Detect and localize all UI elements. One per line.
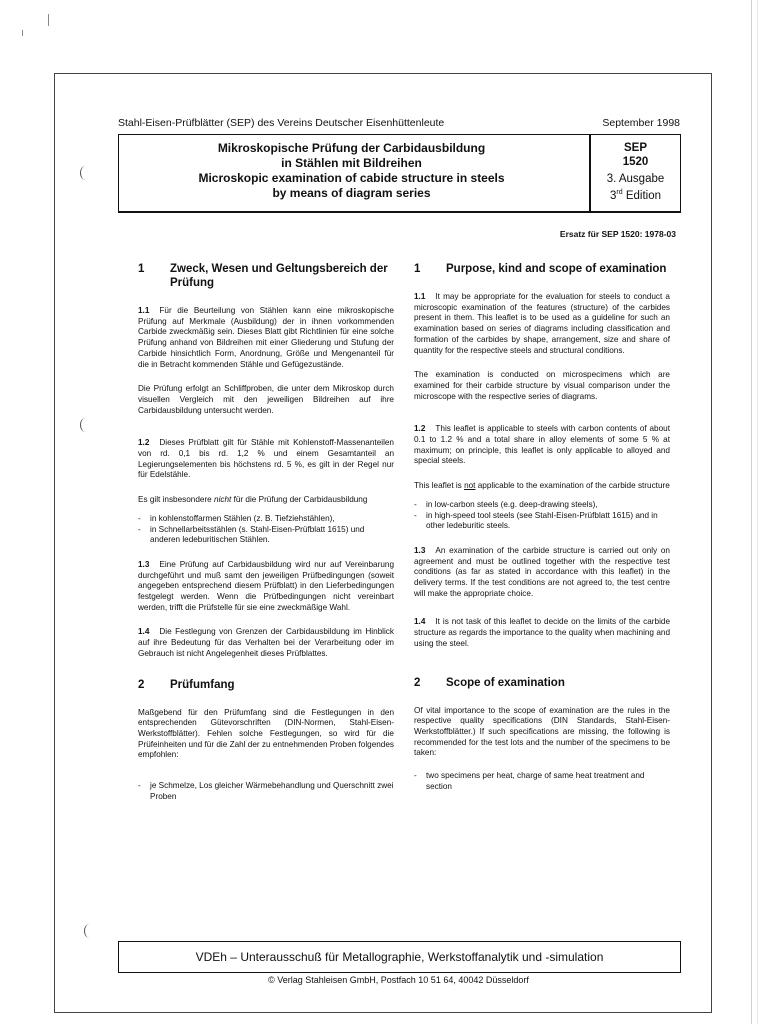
list-item: - in high-speed tool steels (see Stahl-Eisen-Prüfblatt 1615) and in other ledeburitic steels. xyxy=(414,510,658,531)
title-german-line-1: Mikroskopische Prüfung der Carbidausbildung xyxy=(217,141,486,155)
paragraph xyxy=(414,617,670,649)
paragraph-number: 1.3 xyxy=(414,545,426,555)
scan-mark xyxy=(22,30,23,36)
paragraph-text: This leaflet is applicable to steels with carbon contents of about 0.1 to 1.2 % and a total share in alloy elements of some 5 % at maximum; on principle, this leaflet is only applicable to alloyed and special steels. xyxy=(414,424,670,466)
series-name: Stahl-Eisen-Prüfblätter (SEP) des Vereins Deutscher Eisenhüttenleute xyxy=(118,117,445,129)
list-item: - two specimens per heat, charge of same heat treatment and section xyxy=(414,771,645,791)
section-heading xyxy=(138,262,394,290)
list-item-text: je Schmelze, Los gleicher Wärmebehandlung und Querschnitt zwei Proben xyxy=(150,781,394,801)
title-german-line-2: in Stählen mit Bildreihen xyxy=(281,156,422,170)
section-number: 1 xyxy=(414,263,421,275)
paragraph-number: 1.2 xyxy=(138,438,150,448)
document-title xyxy=(119,141,584,201)
emphasis: not xyxy=(464,481,476,491)
publisher-line: © Verlag Stahleisen GmbH, Postfach 10 51 64, 40042 Düsseldorf xyxy=(268,975,529,985)
paragraph: The examination is conducted on microspecimens which are examined for their carbide structure by visual comparison under the microscope with the respective series of diagrams. xyxy=(414,370,670,401)
title-block xyxy=(118,134,681,213)
edition-english xyxy=(591,186,680,203)
paragraph xyxy=(138,306,394,370)
list-item-text: two specimens per heat, charge of same heat treatment and section xyxy=(426,771,645,791)
paragraph: Maßgebend für den Prüfumfang sind die Festlegungen in den entsprechenden Gütevorschriften (DIN-Normen, Stahl-Eisen-Werkstoffblätter). Fehlen solche Festlegungen, so wird für die Prüfeinheiten und für die Zahl der zu entnehmenden Proben folgendes empfohlen: xyxy=(138,707,394,760)
paragraph-text: applicable to the examination of the carbide structure xyxy=(475,481,670,491)
paragraph xyxy=(138,627,394,659)
section-heading xyxy=(414,262,670,276)
list-item-text: in Schnellarbeitsstählen (s. Stahl-Eisen-Prüfblatt 1615) und anderen ledeburitischen Stählen. xyxy=(150,524,365,545)
scan-edge xyxy=(757,0,758,1024)
replaces-note: Ersatz für SEP 1520: 1978-03 xyxy=(559,229,676,239)
paragraph xyxy=(138,438,394,481)
list-item-text: in kohlenstoffarmen Stählen (z. B. Tiefziehstählen), xyxy=(150,513,335,523)
series-line xyxy=(118,117,680,131)
exclusion-list xyxy=(138,514,394,546)
list-item: - in kohlenstoffarmen Stählen (z. B. Tiefziehstählen), xyxy=(138,513,335,523)
paragraph-text: Die Festlegung von Grenzen der Carbidausbildung im Hinblick auf ihre Bedeutung für das Verhalten bei der Verarbeitung oder im Gebrauch ist nicht Angelegenheit dieses Prüfblattes. xyxy=(138,627,394,658)
recommendation-list xyxy=(414,771,670,792)
paragraph xyxy=(138,495,394,506)
paragraph-text: Es gilt insbesondere xyxy=(138,495,215,505)
paragraph: Die Prüfung erfolgt an Schliffproben, die unter dem Mikroskop durch visuellen Vergleich mit den jeweiligen Bildreihen auf ihre Carbidausbildung untersucht werden. xyxy=(138,384,394,415)
issue-date: September 1998 xyxy=(602,117,680,129)
paragraph-number: 1.4 xyxy=(414,617,426,627)
code-number: 1520 xyxy=(622,156,649,168)
paragraph xyxy=(414,424,670,467)
scan-mark xyxy=(48,14,49,26)
edition-suffix: rd xyxy=(616,189,623,196)
edition-number: 3 xyxy=(609,189,617,202)
title-english-line-2: by means of diagram series xyxy=(272,186,431,200)
edition-word: Edition xyxy=(625,189,661,202)
section-heading xyxy=(138,678,394,692)
english-column xyxy=(414,262,670,807)
recommendation-list xyxy=(138,781,394,802)
list-item-text: in high-speed tool steels (see Stahl-Eisen-Prüfblatt 1615) and in other ledeburitic steels. xyxy=(426,510,658,531)
exclusion-list xyxy=(414,500,670,532)
paragraph xyxy=(138,560,394,614)
paragraph xyxy=(414,292,670,356)
paragraph-number: 1.4 xyxy=(138,627,150,637)
document-code xyxy=(591,141,680,203)
german-column xyxy=(138,262,394,817)
section-title: Purpose, kind and scope of examination xyxy=(446,263,667,275)
paragraph-text: It is not task of this leaflet to decide on the limits of the carbide structure as regards the importance to the quality when machining and using the steel. xyxy=(414,617,670,648)
paragraph-number: 1.1 xyxy=(414,292,426,301)
paragraph xyxy=(414,481,670,492)
paragraph xyxy=(414,546,670,600)
section-number: 1 xyxy=(138,263,145,275)
list-item: - je Schmelze, Los gleicher Wärmebehandlung und Querschnitt zwei Proben xyxy=(138,781,394,801)
list-item-text: in low-carbon steels (e.g. deep-drawing steels), xyxy=(426,499,598,509)
committee-footer: VDEh – Unterausschuß für Metallographie, Werkstoffanalytik und -simulation xyxy=(118,941,681,973)
paragraph: Of vital importance to the scope of examination are the rules in the respective quality specifications (DIN Standards, Stahl-Eisen-Werkstoffblätter.) If such specifications are missing, the following is recommended for the test lots and the number of the specimens to be taken: xyxy=(414,705,670,758)
paragraph-text: It may be appropriate for the evaluation for steels to conduct a microscopic examination of the features (structure) of the carbides present in them. This leaflet is to be used as a guideline for such an examination based on series of diagrams including classification and formation of the carbides by shape, arrangement, size and share of quantity for the respective steels and structural conditions. xyxy=(414,292,670,355)
paragraph-number: 1.3 xyxy=(138,559,150,569)
paragraph-number: 1.2 xyxy=(414,424,426,434)
list-item: - in low-carbon steels (e.g. deep-drawing steels), xyxy=(414,499,598,509)
paragraph-text: Eine Prüfung auf Carbidausbildung wird nur auf Vereinbarung durchgeführt und muß samt den jeweiligen Prüfbedingungen (soweit angegeben entsprechend diesem Prüfblatt) in den Lieferbedingungen festgelegt werden. Wenn die Prüfbedingungen nicht vereinbart werden, trifft die Prüfstelle für sie eine zweckmäßige Wahl. xyxy=(138,559,394,612)
title-english-line-1: Microskopic examination of cabide structure in steels xyxy=(198,171,505,185)
paragraph-text: Dieses Prüfblatt gilt für Stähle mit Kohlenstoff-Massenanteilen von rd. 0,1 bis rd. 1,2 % und einem Gesamtanteil an Legierungselementen bis höchstens rd. 5 %, es gilt in der Regel nur für Edelstähle. xyxy=(138,438,394,480)
list-item: - in Schnellarbeitsstählen (s. Stahl-Eisen-Prüfblatt 1615) und anderen ledeburitischen Stählen. xyxy=(138,524,365,545)
section-heading xyxy=(414,676,670,690)
paragraph-text: für die Prüfung der Carbidausbildung xyxy=(231,495,368,505)
edition-german: 3. Ausgabe xyxy=(606,173,665,185)
paragraph-text: An examination of the carbide structure is carried out only on agreement and must be outlined together with the respective test conditions (as far as stated in accordance with this leaflet) in the delivery terms. If the test conditions are not agreed to, the test centre will make the appropriate choice. xyxy=(414,545,670,598)
section-number: 2 xyxy=(138,678,145,691)
section-number: 2 xyxy=(414,676,421,689)
paragraph-text: This leaflet is xyxy=(414,481,465,491)
paragraph-number: 1.1 xyxy=(138,306,150,315)
scan-edge xyxy=(751,0,752,1024)
paragraph-text: Für die Beurteilung von Stählen kann eine mikroskopische Prüfung auf Merkmale (Ausbildung) der in ihnen vorkommenden Carbide zweckmäßig sein. Dieses Blatt gibt Richtlinien für eine solche Prüfung anhand von Bildreihen mit einer Gliederung und Stufung der Carbide hinsichtlich Form, Anordnung, Größe und Mengenanteil für die in Betracht kommenden Stähle und Gefügezustände. xyxy=(138,306,394,369)
emphasis: nicht xyxy=(214,495,232,505)
section-title: Zweck, Wesen und Geltungsbereich der Prüfung xyxy=(170,263,388,289)
section-title: Prüfumfang xyxy=(170,678,235,691)
section-title: Scope of examination xyxy=(446,676,565,689)
code-series: SEP xyxy=(623,142,647,154)
